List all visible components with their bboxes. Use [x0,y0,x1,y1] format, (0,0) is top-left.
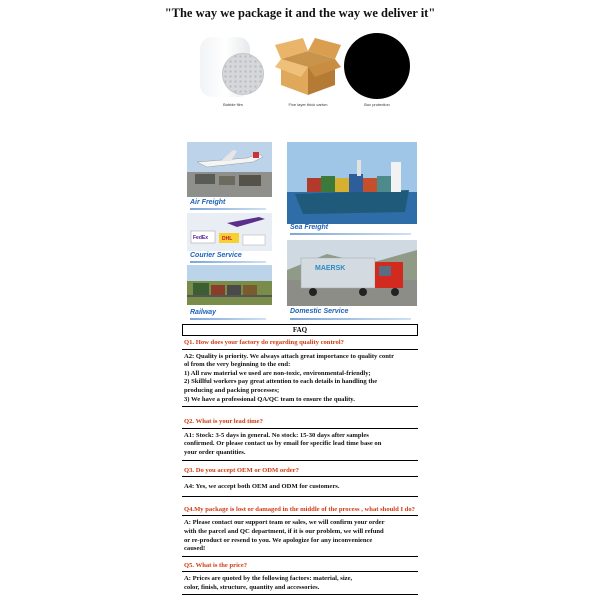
railway-image [187,265,272,305]
answer-line: A2: Quality is priority. We always attach great importance to quality contr [184,352,395,360]
dhl-logo-text: DHL [222,236,233,242]
air-freight-image [187,142,272,197]
courier-service-image [187,213,272,251]
sea-freight-image [287,142,417,224]
answer-line: producing and packing processes; [184,386,280,394]
faq-section [182,324,418,595]
domestic-service-image [287,240,417,306]
faq-question: Q4.My package is lost or damaged in the middle of the process , what should I do? [182,503,418,517]
answer-line: your order quantities. [184,448,246,456]
answer-line: 1) All raw material we used are non-toxic, environmental-friendly; [184,369,371,377]
faq-question: Q3. Do you accept OEM or ODM order? [182,464,418,478]
answer-line: caused! [184,545,206,553]
answer-line: 2) Skillful workers pay great attention to each details in handling the [184,378,378,386]
packaging-caption: Five layer thick carton [288,102,328,107]
faq-answer [182,350,418,408]
faq-answer [182,516,418,556]
railway-label: Railway [190,309,217,316]
bubble-film-image [198,33,268,99]
answer-line: or re-product or resend to you. We apologize for any inconvenience [184,536,373,544]
faq-heading: FAQ [182,324,418,336]
maersk-logo-text: MAERSK [315,265,346,272]
faq-question: Q2. What is your lead time? [182,415,418,429]
carton-box-image [273,33,343,99]
answer-line: 3) We have a professional QA/QC team to ensure the quality. [184,395,355,403]
box-protection-image [344,33,410,99]
answer-line: with the parcel and QC department, if it is our problem, we will refund [184,527,384,535]
faq-answer [182,572,418,595]
page-title: "The way we package it and the way we deliver it" [164,6,436,20]
packaging-bubble-film [196,33,270,107]
air-freight-panel [187,142,272,211]
faq-answer [182,429,418,461]
packaging-caption: Box protection [364,102,390,107]
fedex-logo-text: FedEx [193,235,209,241]
packaging-carton [271,33,345,107]
faq-answer [182,477,418,497]
packaging-caption: Bubble film [223,102,243,107]
railway-panel [187,265,272,321]
answer-line: confirmed. Or please contact us by email for specific lead time base on [184,440,382,448]
answer-line: A1: Stock: 3-5 days in general. No stock: 15-30 days after samples [184,431,369,439]
answer-line: color, finish, structure, quantity and accessories. [184,583,320,591]
answer-line: A: Prices are quoted by the following factors: material, size, [184,575,353,583]
sea-freight-label: Sea Freight [290,224,329,231]
sea-freight-panel [287,142,417,236]
domestic-service-label: Domestic Service [290,308,349,315]
answer-line: A4: Yes, we accept both OEM and ODM for customers. [184,483,340,491]
packaging-box-protection [340,33,414,107]
courier-service-label: Courier Service [190,252,242,259]
courier-service-panel [187,213,272,263]
faq-question: Q1. How does your factory do regarding quality control? [182,336,418,350]
answer-line: A: Please contact our support team or sales, we will confirm your order [184,519,385,527]
domestic-service-panel [287,240,417,321]
faq-question: Q5. What is the price? [182,559,418,573]
answer-line: ol from the very beginning to the end: [184,361,291,369]
air-freight-label: Air Freight [190,199,226,206]
